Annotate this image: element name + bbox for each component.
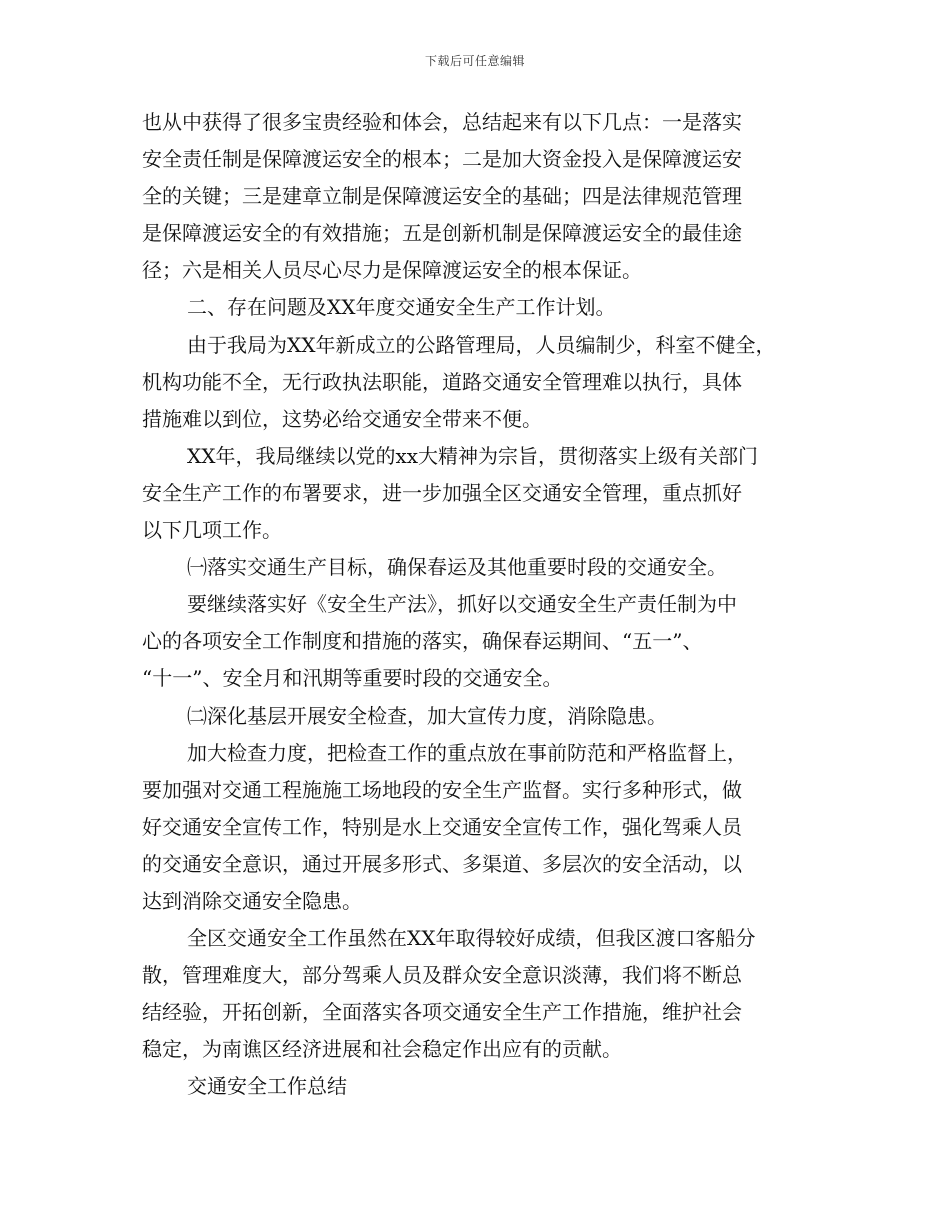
text-line: 是保障渡运安全的有效措施；五是创新机制是保障渡运安全的最佳途: [142, 221, 742, 246]
subsection-heading: ㈠落实交通生产目标，确保春运及其他重要时段的交通安全。: [187, 555, 727, 580]
text-line: “十一”、安全月和汛期等重要时段的交通安全。: [142, 666, 563, 691]
document-title-line: 交通安全工作总结: [187, 1074, 347, 1099]
text-line: 以下几项工作。: [142, 518, 282, 543]
text-line: 由于我局为XX年新成立的公路管理局，人员编制少，科室不健全，: [187, 332, 776, 357]
text-line: 的交通安全意识，通过开展多形式、多渠道、多层次的安全活动，以: [142, 851, 742, 876]
text-line: 径；六是相关人员尽心尽力是保障渡运安全的根本保证。: [142, 258, 642, 283]
text-line: 好交通安全宣传工作，特别是水上交通安全宣传工作，强化驾乘人员: [142, 814, 742, 839]
section-heading: 二、存在问题及XX年度交通安全生产工作计划。: [187, 295, 616, 320]
text-line: 稳定，为南谯区经济进展和社会稳定作出应有的贡献。: [142, 1037, 622, 1062]
text-line: 心的各项安全工作制度和措施的落实，确保春运期间、“五一”、: [142, 629, 703, 654]
text-line: 安全责任制是保障渡运安全的根本；二是加大资金投入是保障渡运安: [142, 147, 742, 172]
text-line: 全的关键；三是建章立制是保障渡运安全的基础；四是法律规范管理: [142, 184, 742, 209]
text-line: 机构功能不全，无行政执法职能，道路交通安全管理难以执行，具体: [142, 369, 742, 394]
subsection-heading: ㈡深化基层开展安全检查，加大宣传力度，消除隐患。: [187, 703, 667, 728]
text-line: 措施难以到位，这势必给交通安全带来不便。: [142, 406, 542, 431]
text-line: 散，管理难度大，部分驾乘人员及群众安全意识淡薄，我们将不断总: [142, 963, 742, 988]
text-line: 全区交通安全工作虽然在XX年取得较好成绩，但我区渡口客船分: [187, 926, 756, 951]
text-line: 结经验，开拓创新，全面落实各项交通安全生产工作措施，维护社会: [142, 1000, 742, 1025]
text-line: 要加强对交通工程施施工场地段的安全生产监督。实行多种形式，做: [142, 777, 742, 802]
text-line: XX年，我局继续以党的xx大精神为宗旨，贯彻落实上级有关部门: [187, 443, 759, 468]
document-body: [142, 104, 812, 1106]
text-line: 达到消除交通安全隐患。: [142, 888, 362, 913]
text-line: 加大检查力度，把检查工作的重点放在事前防范和严格监督上，: [187, 740, 747, 765]
text-line: 要继续落实好《安全生产法》，抓好以交通安全生产责任制为中: [187, 592, 737, 617]
text-line: 安全生产工作的布署要求，进一步加强全区交通安全管理，重点抓好: [142, 480, 742, 505]
page-header-note: 下载后可任意编辑: [424, 54, 525, 68]
text-line: 也从中获得了很多宝贵经验和体会，总结起来有以下几点：一是落实: [142, 110, 742, 134]
